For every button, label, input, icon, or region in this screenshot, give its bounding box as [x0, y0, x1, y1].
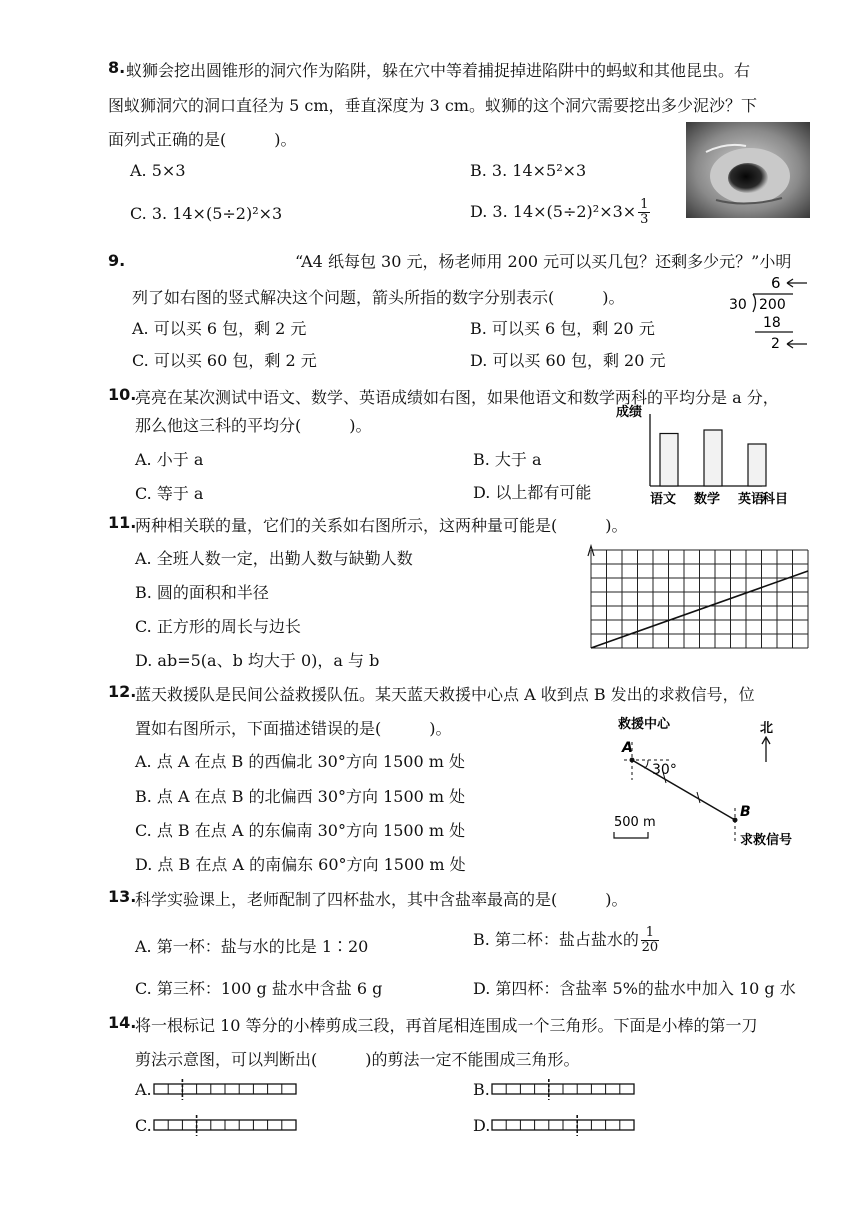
q8-option-b[interactable]: B. 3. 14×5²×3 — [470, 161, 587, 180]
q12-option-c[interactable]: C. 点 B 在点 A 的东偏南 30°方向 1500 m 处 — [135, 821, 466, 840]
q10-stem-line1: 亮亮在某次测试中语文、数学、英语成绩如右图，如果他语文和数学两科的平均分是 a 分， — [135, 388, 779, 407]
q8-option-c[interactable]: C. 3. 14×(5÷2)²×3 — [130, 204, 283, 223]
chart-category-label: 数学 — [694, 492, 721, 507]
q11-stem-line1: 两种相关联的量，它们的关系如右图所示，这两种量可能是( )。 — [135, 516, 628, 535]
q8-option-d-fraction: $\frac{1}{3}$ — [640, 197, 649, 227]
long-division-figure — [725, 272, 815, 356]
q11-option-a[interactable]: A. 全班人数一定，出勤人数与缺勤人数 — [135, 549, 413, 568]
map-scale-bar — [614, 832, 648, 838]
q14-number: 14. — [108, 1013, 137, 1032]
q11-number: 11. — [108, 513, 137, 532]
q10-stem-line2: 那么他这三科的平均分( )。 — [135, 416, 372, 435]
q14-option-c-label: C. — [135, 1116, 152, 1135]
arrow-quotient-icon — [787, 279, 807, 287]
q8-option-d[interactable] — [470, 198, 650, 227]
q9-option-a[interactable]: A. 可以买 6 包，剩 2 元 — [132, 319, 307, 338]
q11-option-d[interactable]: D. ab=5(a、b 均大于 0)，a 与 b — [135, 651, 380, 670]
chart-category-label: 英语 — [738, 492, 765, 507]
map-scale-label: 500 m — [614, 815, 656, 830]
q14-stem-line2: 剪法示意图，可以判断出( )的剪法一定不能围成三角形。 — [135, 1050, 580, 1069]
q10-option-a[interactable]: A. 小于 a — [135, 450, 204, 469]
q9-stem-line1: “A4 纸每包 30 元，杨老师用 200 元可以买几包？还剩多少元？”小明 — [295, 252, 792, 271]
arrow-remainder-icon — [787, 340, 807, 348]
q8-stem-line2: 图蚁狮洞穴的洞口直径为 5 cm，垂直深度为 3 cm。蚁狮的这个洞穴需要挖出多少泥沙？下 — [108, 96, 757, 115]
q10-number: 10. — [108, 385, 137, 404]
map-angle-label: 30° — [652, 762, 677, 778]
q8-option-a[interactable]: A. 5×3 — [130, 161, 186, 180]
q14-stick-a — [152, 1078, 302, 1102]
q14-stick-c — [152, 1114, 302, 1138]
q14-option-d-label: D. — [473, 1116, 491, 1135]
map-north-label: 北 — [760, 721, 774, 736]
q9-stem-line2: 列了如右图的竖式解决这个问题，箭头所指的数字分别表示( )。 — [132, 288, 625, 307]
q12-option-b[interactable]: B. 点 A 在点 B 的北偏西 30°方向 1500 m 处 — [135, 787, 466, 806]
map-point-a: A — [622, 740, 633, 756]
div-dividend: 200 — [759, 297, 786, 313]
q12-number: 12. — [108, 682, 137, 701]
chart-xlabel: 科目 — [762, 492, 789, 507]
map-center-label: 救援中心 — [618, 717, 671, 732]
relation-grid-graph — [585, 540, 817, 652]
q14-stick-b — [490, 1078, 640, 1102]
q9-option-d[interactable]: D. 可以买 60 包，剩 20 元 — [470, 351, 666, 370]
score-bar-chart — [612, 402, 812, 512]
q13-option-b-fraction: $\frac{1}{20}$ — [641, 925, 659, 955]
q9-option-c[interactable]: C. 可以买 60 包，剩 2 元 — [132, 351, 317, 370]
q14-option-b-label: B. — [473, 1080, 490, 1099]
q14-option-a[interactable] — [135, 1080, 152, 1099]
chart-category-label: 语文 — [650, 492, 677, 507]
q9-number: 9. — [108, 251, 126, 270]
map-point-b: B — [740, 804, 751, 820]
q12-stem-line1: 蓝天救援队是民间公益救援队伍。某天蓝天救援中心点 A 收到点 B 发出的求救信号，位 — [135, 685, 755, 704]
q11-option-c[interactable]: C. 正方形的周长与边长 — [135, 617, 301, 636]
div-divisor: 30 — [729, 297, 747, 313]
q13-option-d[interactable]: D. 第四杯：含盐率 5%的盐水中加入 10 g 水 — [473, 979, 796, 998]
q8-number: 8. — [108, 58, 126, 77]
chart-ylabel: 成绩 — [616, 405, 643, 420]
q9-option-b[interactable]: B. 可以买 6 包，剩 20 元 — [470, 319, 655, 338]
q14-option-c[interactable] — [135, 1116, 152, 1135]
q13-stem-line1: 科学实验课上，老师配制了四杯盐水，其中含盐率最高的是( )。 — [135, 890, 628, 909]
q13-option-b-text: B. 第二杯：盐占盐水的 — [473, 930, 639, 949]
bar-1 — [660, 434, 678, 487]
q10-option-c[interactable]: C. 等于 a — [135, 484, 204, 503]
q14-stem-line1: 将一根标记 10 等分的小棒剪成三段，再首尾相连围成一个三角形。下面是小棒的第一刀 — [135, 1016, 758, 1035]
q10-option-b[interactable]: B. 大于 a — [473, 450, 542, 469]
q10-option-d[interactable]: D. 以上都有可能 — [473, 483, 592, 502]
q13-number: 13. — [108, 887, 137, 906]
div-product: 18 — [763, 315, 781, 331]
map-signal-label: 求救信号 — [740, 833, 793, 848]
map-ab-line — [632, 760, 735, 820]
q8-stem-line1: 蚁狮会挖出圆锥形的洞穴作为陷阱，躲在穴中等着捕捉掉进陷阱中的蚂蚁和其他昆虫。右 — [126, 61, 751, 80]
bar-3 — [748, 444, 766, 486]
q11-option-b[interactable]: B. 圆的面积和半径 — [135, 583, 269, 602]
q8-option-d-text: D. 3. 14×(5÷2)²×3× — [470, 202, 637, 221]
q12-stem-line2: 置如右图所示，下面描述错误的是( )。 — [135, 719, 452, 738]
q13-option-c[interactable]: C. 第三杯：100 g 盐水中含盐 6 g — [135, 979, 383, 998]
rescue-position-map — [600, 712, 810, 852]
q12-option-d[interactable]: D. 点 B 在点 A 的南偏东 60°方向 1500 m 处 — [135, 855, 466, 874]
div-remainder: 2 — [771, 336, 780, 352]
q13-option-b[interactable] — [473, 926, 659, 955]
q14-option-b[interactable] — [473, 1080, 490, 1099]
q14-option-a-label: A. — [135, 1080, 152, 1099]
q12-option-a[interactable]: A. 点 A 在点 B 的西偏北 30°方向 1500 m 处 — [135, 752, 465, 771]
q14-option-d[interactable] — [473, 1116, 490, 1135]
q13-option-a[interactable]: A. 第一杯：盐与水的比是 1∶20 — [135, 937, 369, 956]
div-quotient: 6 — [771, 274, 781, 292]
q8-stem-line3: 面列式正确的是( )。 — [108, 130, 297, 149]
q14-stick-d — [490, 1114, 640, 1138]
antlion-pit-photo — [686, 122, 810, 218]
bar-2 — [704, 430, 722, 486]
